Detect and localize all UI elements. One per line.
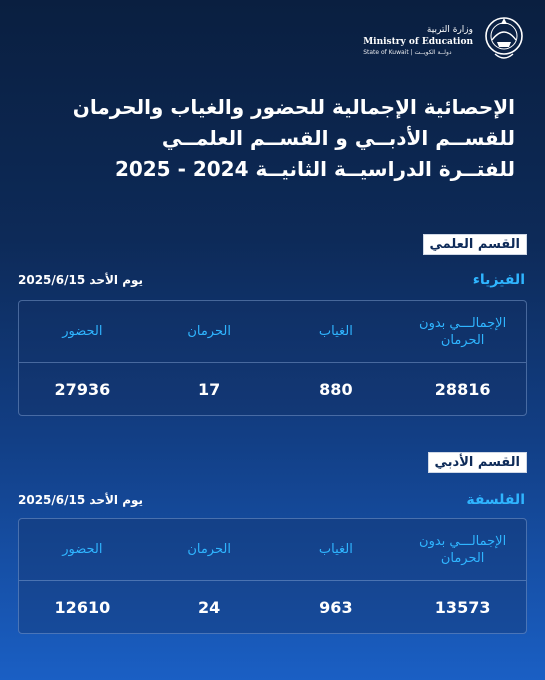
value-total: 28816 <box>434 379 491 399</box>
ministry-header <box>363 14 527 66</box>
value-deprivation: 24 <box>198 597 221 617</box>
value-absence: 963 <box>319 597 353 617</box>
header-total: الإجمالـــي بدون الحرمان <box>419 533 507 566</box>
table-row <box>19 363 526 415</box>
stats-table-literary <box>18 518 527 634</box>
ministry-text <box>363 25 473 56</box>
section-label-literary: القسم الأدبي <box>428 452 527 473</box>
value-attendance: 12610 <box>54 597 111 617</box>
state-name: State of Kuwait | دولــة الكويــت <box>363 48 452 56</box>
header-absence: الغياب <box>318 542 353 557</box>
title-line-3: للفتــرة الدراسيــة الثانيــة 2024 - 2025 <box>114 157 515 181</box>
exam-date: يوم الأحد 2025/6/15 <box>18 273 144 287</box>
kuwait-emblem-icon <box>481 14 527 66</box>
table-header-row <box>19 301 526 363</box>
page-title <box>30 92 515 185</box>
title-line-1: الإحصائية الإجمالية للحضور والغياب والحرمان <box>72 95 515 119</box>
header-attendance: الحضور <box>62 324 103 339</box>
exam-date: يوم الأحد 2025/6/15 <box>18 493 144 507</box>
subject-name-philosophy: الفلسفة <box>466 492 525 508</box>
header-deprivation: الحرمان <box>187 324 231 339</box>
section-label-science: القسم العلمي <box>423 234 528 255</box>
value-total: 13573 <box>434 597 491 617</box>
ministry-name-en: Ministry of Education <box>363 36 473 47</box>
subject-name-physics: الفيزياء <box>472 272 525 288</box>
value-absence: 880 <box>319 379 353 399</box>
value-attendance: 27936 <box>54 379 111 399</box>
header-deprivation: الحرمان <box>187 542 231 557</box>
header-attendance: الحضور <box>62 542 103 557</box>
ministry-name-ar: وزارة التربية <box>426 24 473 35</box>
table-header-row <box>19 519 526 581</box>
header-total: الإجمالـــي بدون الحرمان <box>419 315 507 348</box>
stats-table-science <box>18 300 527 416</box>
value-deprivation: 17 <box>198 379 221 399</box>
table-row <box>19 581 526 633</box>
title-line-2: للقســم الأدبــي و القســم العلمــي <box>161 126 515 150</box>
header-absence: الغياب <box>318 324 353 339</box>
